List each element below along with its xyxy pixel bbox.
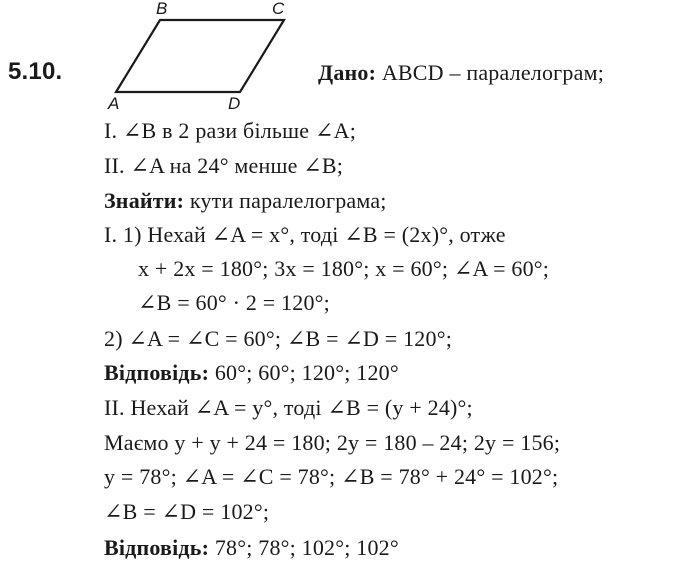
find-line [104,190,387,212]
problem-number: 5.10. [8,58,63,85]
given-line [318,62,604,84]
solution1-answer [104,362,399,384]
find-text: кути паралелограма; [189,188,387,213]
solution2-line4: ∠B = ∠D = 102°; [104,499,270,524]
solution1-line3: ∠B = 60° · 2 = 120°; [138,290,330,315]
find-label: Знайти: [104,188,185,213]
solution1-line4: 2) ∠A = ∠C = 60°; ∠B = ∠D = 120°; [104,326,453,351]
answer1-text: 60°; 60°; 120°; 120° [214,360,399,385]
answer2-label: Відповідь: [104,535,210,560]
answer1-label: Відповідь: [104,360,210,385]
vertex-label-b: B [156,0,168,18]
solution2-line1: II. Нехай ∠A = y°, тоді ∠B = (y + 24)°; [104,395,473,420]
solution1-line1: I. 1) Нехай ∠A = x°, тоді ∠B = (2x)°, отже [104,222,506,247]
vertex-label-c: C [272,0,285,18]
solution2-answer [104,537,399,559]
solution1-line2: x + 2x = 180°; 3x = 180°; x = 60°; ∠A = 60°; [138,256,550,281]
vertex-label-a: A [108,94,120,113]
condition-case-2: II. ∠A на 24° менше ∠B; [104,153,344,178]
solution2-line3: y = 78°; ∠A = ∠C = 78°; ∠B = 78° + 24° = 102°; [104,464,559,489]
condition-case-1: I. ∠B в 2 рази більше ∠A; [104,118,357,143]
given-label: Дано: [318,60,377,85]
given-text: ABCD – паралелограм; [381,60,605,85]
vertex-label-d: D [228,94,241,113]
answer2-text: 78°; 78°; 102°; 102° [214,535,399,560]
solution2-line2: Маємо y + y + 24 = 180; 2y = 180 – 24; 2y = 156; [104,430,561,455]
parallelogram-abcd [116,20,284,92]
